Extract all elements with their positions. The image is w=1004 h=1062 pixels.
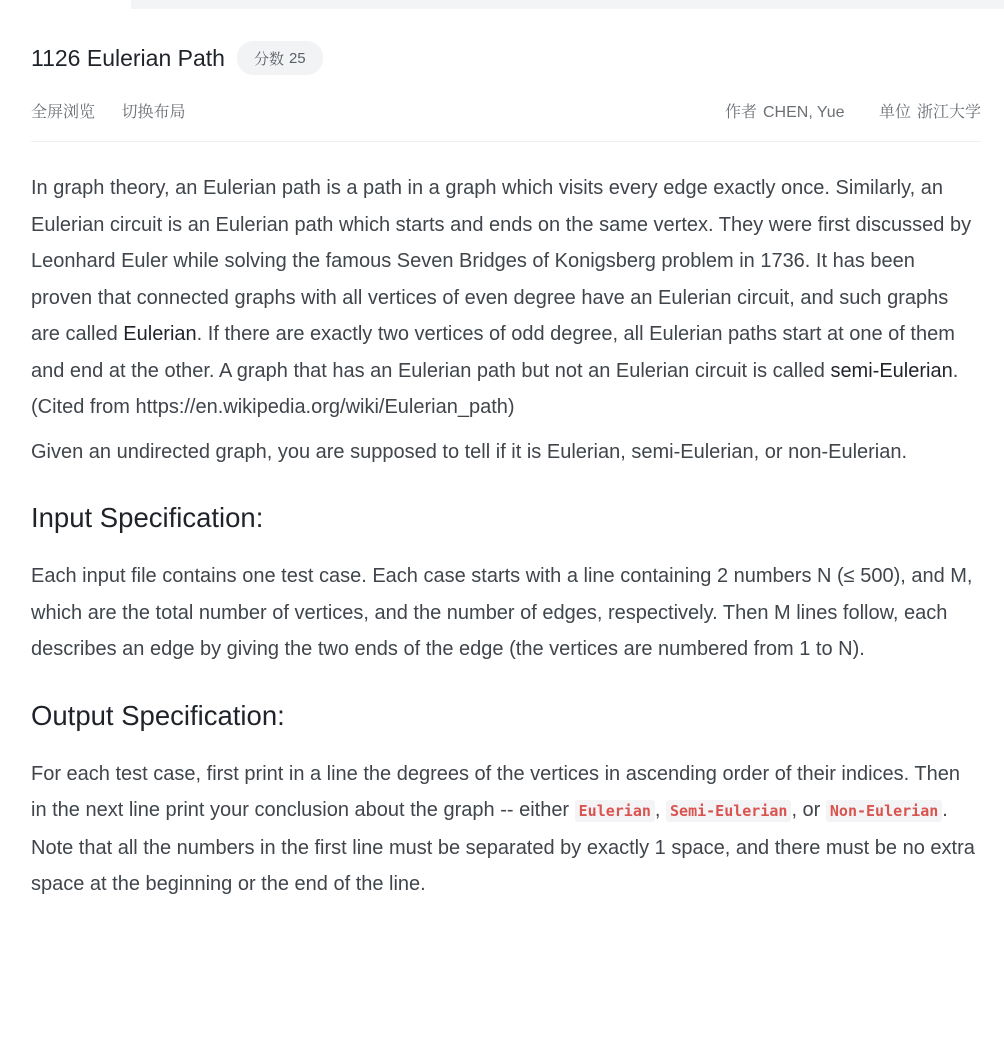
output-spec-text [31,756,981,903]
text-segment: . (Cited from https://en.wikipedia.org/wiki/Eulerian_path) [31,359,959,418]
text-segment: , or [791,799,826,821]
top-strip [131,0,1004,9]
input-spec-text [31,558,981,668]
description-paragraph-2: Given an undirected graph, you are supposed to tell if it is Eulerian, semi-Eulerian, or non-Eulerian. [31,440,908,463]
term-semi-eulerian: semi-Eulerian [830,359,953,382]
author-info [725,104,849,121]
text-segment: Each input file contains one test case. Each case starts with a line containing 2 numbers N ( [31,565,844,587]
problem-description [31,170,981,903]
switch-layout-button[interactable]: 切换布局 [121,103,186,121]
author-value: CHEN, Yue [762,103,845,121]
unit-info [879,104,981,121]
problem-panel [31,40,981,903]
code-semi-eulerian: Semi-Eulerian [666,800,791,822]
meta-row [31,98,981,122]
output-spec-heading: Output Specification: [31,699,285,731]
term-eulerian: Eulerian [123,323,197,345]
input-spec-heading: Input Specification: [31,502,264,533]
text-segment: 500), and M, which are the total number of vertices, and the number of edges, respectively. Then M lines follow, each describes an edge by giving the two ends of the edge (the vertices are numbered from 1 to N). [31,565,973,660]
score-label: 分数 [253,50,284,68]
divider [31,141,981,142]
fullscreen-button[interactable]: 全屏浏览 [31,103,96,121]
author-label: 作者 [724,103,757,121]
code-eulerian: Eulerian [575,800,655,822]
description-paragraph-1 [31,170,981,426]
code-non-eulerian: Non-Eulerian [826,800,942,822]
text-segment: . If there are exactly two vertices of odd degree, all Eulerian paths start at one of them and end at the other. A graph that has an Eulerian path but not an Eulerian circuit is called [31,323,955,382]
text-segment: In graph theory, an Eulerian path is a path in a graph which visits every edge exactly once. Similarly, an Eulerian circuit is an Eulerian path which starts and ends on the same vertex. They were first discussed by Leonhard Euler while solving the famous Seven Bridges of Konigsberg problem in 1736. It has been proven that connected graphs with all vertices of even degree have an Eulerian circuit, and such graphs are called [31,177,972,345]
score-badge [237,41,323,75]
score-value: 25 [288,49,306,67]
text-segment: . Note that all the numbers in the first line must be separated by exactly 1 space, and there must be no extra space at the beginning or the end of the line. [31,799,975,895]
text-segment: , [654,799,667,821]
title-row [31,40,981,76]
le-symbol: ≤ [843,565,855,587]
unit-label: 单位 [878,103,911,121]
text-segment: For each test case, first print in a line the degrees of the vertices in ascending order of their indices. Then in the next line print your conclusion about the graph -- either [31,762,961,821]
unit-value: 浙江大学 [916,103,981,121]
problem-title: 1126 Eulerian Path [31,44,225,71]
